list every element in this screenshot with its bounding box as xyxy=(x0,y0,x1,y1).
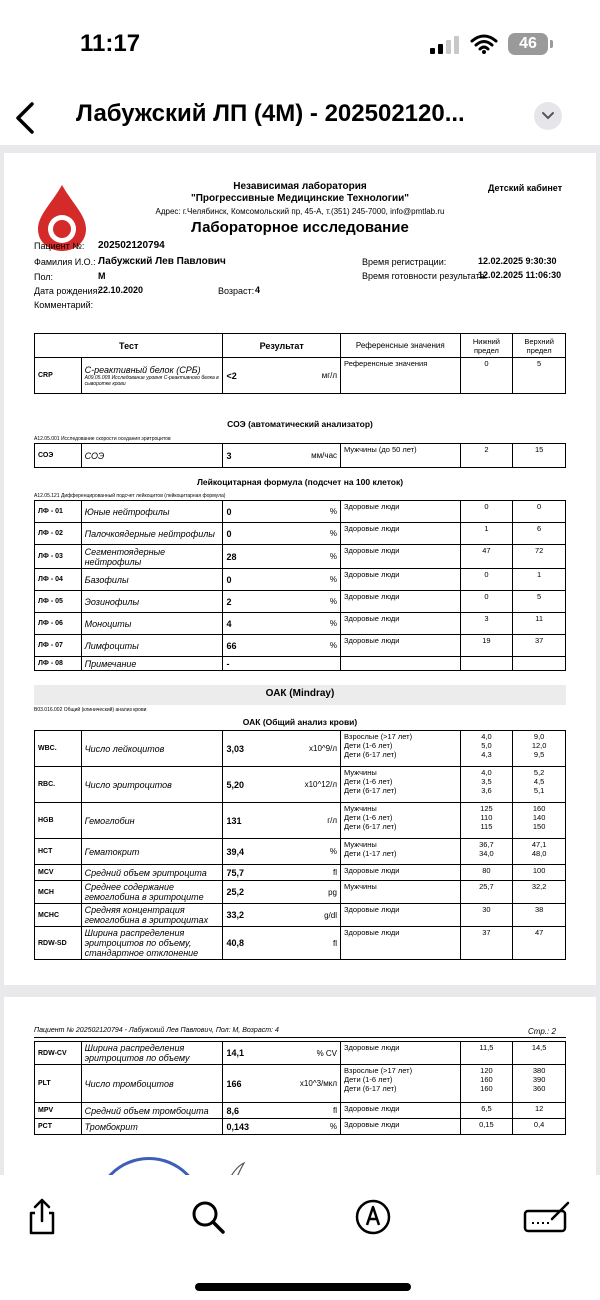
row-unit xyxy=(292,657,341,671)
chevron-down-icon xyxy=(541,111,555,121)
row-code: RDW-SD xyxy=(35,927,82,960)
row-value: 166 xyxy=(223,1065,292,1103)
reg-time: 12.02.2025 9:30:30 xyxy=(478,256,557,266)
row-value: 2 xyxy=(223,591,292,613)
row-ref: Мужчины (до 50 лет) xyxy=(341,444,461,468)
signal-icon xyxy=(430,36,459,54)
row-hi: 37 xyxy=(513,635,566,657)
pdf-page-1 xyxy=(4,153,596,985)
row-ref: Референсные значения xyxy=(341,358,461,394)
row-name: Лимфоциты xyxy=(81,635,223,657)
soe-table xyxy=(34,443,566,468)
patient-dob-label: Дата рождения: xyxy=(34,286,100,296)
row-value: 25,2 xyxy=(223,881,292,904)
row-name: Примечание xyxy=(81,657,223,671)
row-lo: 2 xyxy=(460,444,513,468)
row-name: Средняя концентрация гемоглобина в эритроцитах xyxy=(81,904,223,927)
reg-time-label: Время регистрации: xyxy=(362,257,447,267)
row-value: 3 xyxy=(223,444,292,468)
results-table-header xyxy=(34,333,566,394)
row-unit: % xyxy=(292,635,341,657)
row-code: ЛФ - 08 xyxy=(35,657,82,671)
nav-bar xyxy=(0,90,600,145)
row-code: MCH xyxy=(35,881,82,904)
row-lo: 25,7 xyxy=(460,881,513,904)
row-hi: 9,0 12,0 9,5 xyxy=(513,731,566,767)
row-hi: 32,2 xyxy=(513,881,566,904)
row-name: Моноциты xyxy=(81,613,223,635)
table-row xyxy=(35,545,566,569)
row-unit: fl xyxy=(292,865,341,881)
row-value: 28 xyxy=(223,545,292,569)
row-ref: Здоровые люди xyxy=(341,1103,461,1119)
row-hi: 1 xyxy=(513,569,566,591)
row-name: Средний объем эритроцита xyxy=(81,865,223,881)
wifi-icon xyxy=(470,33,498,55)
ready-time-label: Время готовности результата: xyxy=(362,271,488,281)
row-lo xyxy=(460,657,513,671)
row-hi: 38 xyxy=(513,904,566,927)
row-code: PCT xyxy=(35,1119,82,1135)
signature-icon xyxy=(214,1157,254,1175)
row-name: Базофилы xyxy=(81,569,223,591)
row-code: RBC. xyxy=(35,767,82,803)
ready-time: 12.02.2025 11:06:30 xyxy=(478,270,562,280)
row-hi: 6 xyxy=(513,523,566,545)
table-row xyxy=(35,881,566,904)
oak-mindray-sub: B03.016.002 Общий (клинический) анализ крови xyxy=(34,707,147,713)
row-ref: Здоровые люди xyxy=(341,569,461,591)
row-code: ЛФ - 03 xyxy=(35,545,82,569)
lab-seal-icon xyxy=(94,1157,204,1175)
row-unit: % xyxy=(292,613,341,635)
lf-section-title: Лейкоцитарная формула (подсчет на 100 клеток) xyxy=(196,477,404,487)
col-test: Тест xyxy=(35,334,223,358)
row-unit: % xyxy=(292,501,341,523)
row-ref: Здоровые люди xyxy=(341,635,461,657)
row-hi: 72 xyxy=(513,545,566,569)
oak-mindray-title: ОАК (Mindray) xyxy=(265,688,335,699)
table-row xyxy=(35,358,566,394)
table-row xyxy=(35,1119,566,1135)
row-lo: 0 xyxy=(460,501,513,523)
row-ref: Здоровые люди xyxy=(341,1042,461,1065)
row-code: ЛФ - 02 xyxy=(35,523,82,545)
row-unit: x10^3/мкл xyxy=(292,1065,341,1103)
row-code: ЛФ - 07 xyxy=(35,635,82,657)
patient-fio-label: Фамилия И.О.: xyxy=(34,257,96,267)
row-ref: Здоровые люди xyxy=(341,927,461,960)
row-hi: 47,1 48,0 xyxy=(513,839,566,865)
row-unit: % xyxy=(292,839,341,865)
table-row xyxy=(35,803,566,839)
row-lo: 1 xyxy=(460,523,513,545)
row-lo: 47 xyxy=(460,545,513,569)
row-unit: fl xyxy=(292,927,341,960)
row-unit: % xyxy=(292,523,341,545)
bottom-toolbar xyxy=(0,1175,600,1300)
row-hi: 5 xyxy=(513,358,566,394)
row-unit: мг/л xyxy=(292,358,341,394)
row-ref xyxy=(341,657,461,671)
row-ref: Мужчины xyxy=(341,881,461,904)
row-hi: 5 xyxy=(513,591,566,613)
row-value: 0 xyxy=(223,523,292,545)
row-lo: 36,7 34,0 xyxy=(460,839,513,865)
row-ref: Здоровые люди xyxy=(341,501,461,523)
row-unit: % xyxy=(292,591,341,613)
patient-age: 4 xyxy=(255,285,261,295)
patient-sex: М xyxy=(98,271,106,281)
row-value: 4 xyxy=(223,613,292,635)
row-ref: Здоровые люди xyxy=(341,545,461,569)
row-hi: 0,4 xyxy=(513,1119,566,1135)
table-row xyxy=(35,657,566,671)
table-row xyxy=(35,839,566,865)
document-viewer[interactable] xyxy=(0,145,600,1175)
table-row xyxy=(35,904,566,927)
row-unit: г/л xyxy=(292,803,341,839)
row-ref: Здоровые люди xyxy=(341,1119,461,1135)
share-icon[interactable] xyxy=(22,1197,62,1237)
page2-table xyxy=(34,1041,566,1135)
row-unit: % xyxy=(292,1119,341,1135)
row-value: 40,8 xyxy=(223,927,292,960)
row-lo: 4,0 5,0 4,3 xyxy=(460,731,513,767)
row-lo: 11,5 xyxy=(460,1042,513,1065)
patient-dob: 22.10.2020 xyxy=(98,285,144,295)
lab-department: Детский кабинет xyxy=(488,183,563,193)
row-name: Тромбокрит xyxy=(81,1119,223,1135)
page2-rule xyxy=(34,1037,566,1038)
row-lo: 19 xyxy=(460,635,513,657)
row-hi: 15 xyxy=(513,444,566,468)
row-unit: fl xyxy=(292,1103,341,1119)
row-code: CRP xyxy=(35,358,82,394)
table-row xyxy=(35,1042,566,1065)
row-value: 14,1 xyxy=(223,1042,292,1065)
table-row xyxy=(35,444,566,468)
row-lo: 0 xyxy=(460,358,513,394)
lf-section-sub: A12.05.121 Дифференцированный подсчет лейкоцитов (лейкоцитарная формула) xyxy=(34,493,226,499)
row-unit: pg xyxy=(292,881,341,904)
row-hi: 12 xyxy=(513,1103,566,1119)
back-button[interactable] xyxy=(12,98,42,138)
row-code: ЛФ - 06 xyxy=(35,613,82,635)
oak-section-title: ОАК (Общий анализ крови) xyxy=(242,717,358,727)
patient-comment-label: Комментарий: xyxy=(34,300,94,310)
row-ref: Здоровые люди xyxy=(341,591,461,613)
table-row xyxy=(35,591,566,613)
col-upper: Верхний предел xyxy=(513,334,566,358)
row-code: MPV xyxy=(35,1103,82,1119)
patient-age-label: Возраст: xyxy=(218,286,255,296)
row-ref: Мужчины Дети (1-17 лет) xyxy=(341,839,461,865)
table-row xyxy=(35,767,566,803)
page2-number: Стр.: 2 xyxy=(528,1027,556,1036)
row-name: Гемоглобин xyxy=(81,803,223,839)
row-ref: Здоровые люди xyxy=(341,904,461,927)
row-ref: Мужчины Дети (1-6 лет) Дети (6-17 лет) xyxy=(341,767,461,803)
row-unit: g/dl xyxy=(292,904,341,927)
soe-section-sub: A12.05.001 Исследование скорости оседания эритроцитов xyxy=(34,436,171,442)
row-name: Число тромбоцитов xyxy=(81,1065,223,1103)
row-unit: % CV xyxy=(292,1042,341,1065)
row-value: 131 xyxy=(223,803,292,839)
row-name: Среднее содержание гемоглобина в эритроците xyxy=(81,881,223,904)
row-name: Сегментоядерные нейтрофилы xyxy=(81,545,223,569)
patient-fio: Лабужский Лев Павлович xyxy=(98,256,226,267)
crp-sub: A09.05.009 Исследование уровня С-реактивного белка в сыворотке крови xyxy=(84,374,219,387)
row-hi: 5,2 4,5 5,1 xyxy=(513,767,566,803)
crp-name: С-реактивный белок (СРБ) xyxy=(84,364,201,375)
row-lo: 0 xyxy=(460,569,513,591)
table-row xyxy=(35,731,566,767)
title-menu-button[interactable] xyxy=(534,102,562,130)
table-row xyxy=(35,569,566,591)
row-unit: % xyxy=(292,545,341,569)
table-row xyxy=(35,523,566,545)
row-lo: 37 xyxy=(460,927,513,960)
row-code: RDW-CV xyxy=(35,1042,82,1065)
row-value: 5,20 xyxy=(223,767,292,803)
row-ref: Здоровые люди xyxy=(341,523,461,545)
row-name: Гематокрит xyxy=(81,839,223,865)
row-hi: 14,5 xyxy=(513,1042,566,1065)
row-value: - xyxy=(223,657,292,671)
doc-title: Лабораторное исследование xyxy=(191,219,409,236)
row-value: 75,7 xyxy=(223,865,292,881)
row-lo: 120 160 160 xyxy=(460,1065,513,1103)
status-time: 11:17 xyxy=(80,30,141,57)
col-lower: Нижний предел xyxy=(460,334,513,358)
table-row xyxy=(35,865,566,881)
row-value: 39,4 xyxy=(223,839,292,865)
row-lo: 30 xyxy=(460,904,513,927)
row-value: 0,143 xyxy=(223,1119,292,1135)
row-code: HCT xyxy=(35,839,82,865)
row-lo: 3 xyxy=(460,613,513,635)
row-name: Ширина распределения эритроцитов по объему, стандартное отклонение xyxy=(81,927,223,960)
row-code: PLT xyxy=(35,1065,82,1103)
table-row xyxy=(35,635,566,657)
row-ref: Здоровые люди xyxy=(341,865,461,881)
row-code: ЛФ - 01 xyxy=(35,501,82,523)
soe-section-title: СОЭ (автоматический анализатор) xyxy=(227,419,373,429)
lab-name-1: Независимая лаборатория xyxy=(233,181,367,192)
row-hi: 160 140 150 xyxy=(513,803,566,839)
signature-tool-icon[interactable] xyxy=(522,1197,572,1237)
row-ref: Мужчины Дети (1-6 лет) Дети (6-17 лет) xyxy=(341,803,461,839)
search-icon[interactable] xyxy=(188,1197,228,1237)
patient-sex-label: Пол: xyxy=(34,272,54,282)
row-hi: 380 390 360 xyxy=(513,1065,566,1103)
row-hi: 47 xyxy=(513,927,566,960)
table-row xyxy=(35,1065,566,1103)
table-row xyxy=(35,501,566,523)
row-unit: x10^12/л xyxy=(292,767,341,803)
home-indicator[interactable] xyxy=(195,1283,411,1291)
row-code: MCHC xyxy=(35,904,82,927)
row-code: MCV xyxy=(35,865,82,881)
row-unit: мм/час xyxy=(292,444,341,468)
row-name: Палочкоядерные нейтрофилы xyxy=(81,523,223,545)
lf-table xyxy=(34,500,566,671)
row-code: WBC. xyxy=(35,731,82,767)
row-hi: 11 xyxy=(513,613,566,635)
row-name: Средний объем тромбоцита xyxy=(81,1103,223,1119)
page2-header: Пациент № 202502120794 - Лабужский Лев Павлович, Пол: М, Возраст: 4 xyxy=(34,1027,279,1034)
row-hi: 0 xyxy=(513,501,566,523)
row-code: СОЭ xyxy=(35,444,82,468)
row-name: Число лейкоцитов xyxy=(81,731,223,767)
row-ref: Взрослые (>17 лет) Дети (1-6 лет) Дети (6-17 лет) xyxy=(341,731,461,767)
row-hi: 100 xyxy=(513,865,566,881)
document-title: Лабужский ЛП (4М) - 202502120... xyxy=(76,100,465,127)
row-hi xyxy=(513,657,566,671)
row-lo: 80 xyxy=(460,865,513,881)
row-lo: 4,0 3,5 3,6 xyxy=(460,767,513,803)
table-row xyxy=(35,613,566,635)
row-value: 8,6 xyxy=(223,1103,292,1119)
col-result: Результат xyxy=(223,334,341,358)
row-code: ЛФ - 05 xyxy=(35,591,82,613)
pdf-page-2 xyxy=(4,997,596,1175)
row-code: ЛФ - 04 xyxy=(35,569,82,591)
markup-icon[interactable] xyxy=(353,1197,393,1237)
lab-name-2: "Прогрессивные Медицинские Технологии" xyxy=(191,193,409,204)
status-bar xyxy=(0,0,600,90)
row-value: 0 xyxy=(223,569,292,591)
table-row xyxy=(35,1103,566,1119)
row-name: Эозинофилы xyxy=(81,591,223,613)
row-lo: 0,15 xyxy=(460,1119,513,1135)
lab-address: Адрес: г.Челябинск, Комсомольский пр, 45-А, т.(351) 245-7000, info@pmtlab.ru xyxy=(155,207,445,216)
row-unit: x10^9/л xyxy=(292,731,341,767)
row-lo: 125 110 115 xyxy=(460,803,513,839)
patient-id: 202502120794 xyxy=(98,240,165,251)
row-name: СОЭ xyxy=(81,444,223,468)
oak-table xyxy=(34,730,566,960)
patient-id-label: Пациент №: xyxy=(34,241,85,251)
row-value: 3,03 xyxy=(223,731,292,767)
row-value: 33,2 xyxy=(223,904,292,927)
col-refs: Референсные значения xyxy=(341,334,461,358)
row-unit: % xyxy=(292,569,341,591)
row-name: Число эритроцитов xyxy=(81,767,223,803)
table-row xyxy=(35,927,566,960)
row-value: 66 xyxy=(223,635,292,657)
row-value: <2 xyxy=(223,358,292,394)
row-code: HGB xyxy=(35,803,82,839)
row-lo: 6,5 xyxy=(460,1103,513,1119)
row-name: Юные нейтрофилы xyxy=(81,501,223,523)
row-ref: Здоровые люди xyxy=(341,613,461,635)
row-name xyxy=(81,358,223,394)
row-value: 0 xyxy=(223,501,292,523)
battery-icon: 46 xyxy=(508,33,548,55)
row-lo: 0 xyxy=(460,591,513,613)
row-name: Ширина распределения эритроцитов по объему xyxy=(81,1042,223,1065)
row-ref: Взрослые (>17 лет) Дети (1-6 лет) Дети (6-17 лет) xyxy=(341,1065,461,1103)
